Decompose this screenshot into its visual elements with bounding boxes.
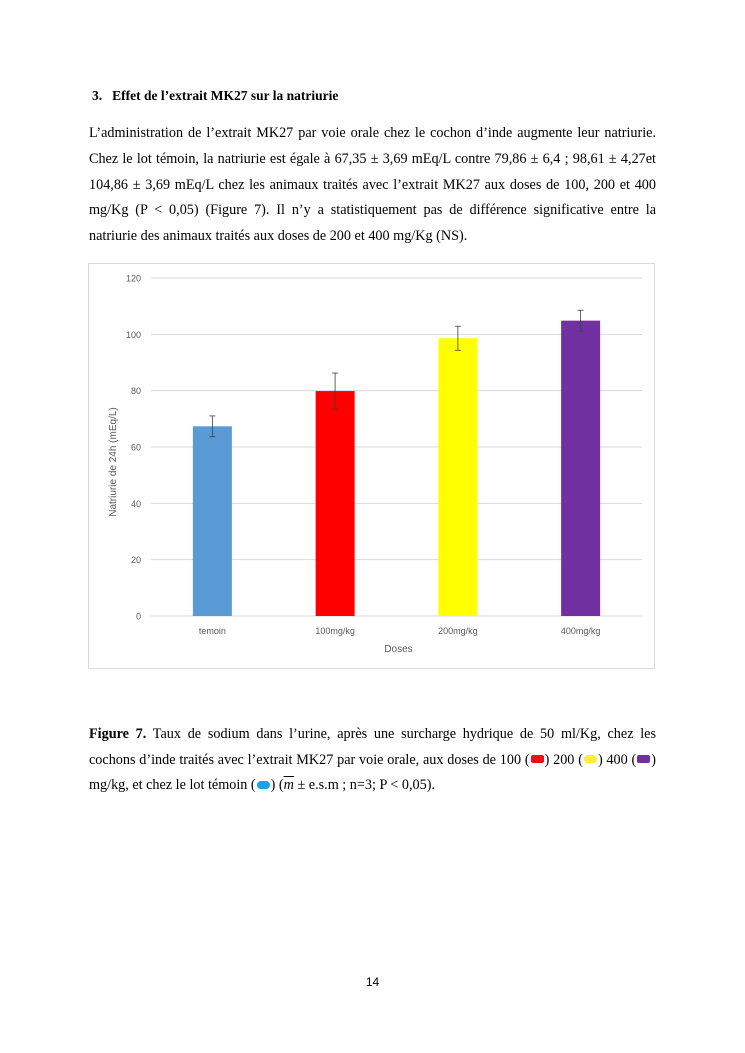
x-axis-title: Doses: [384, 644, 413, 655]
y-axis-title: Natriurie de 24h (mEq/L): [108, 407, 119, 517]
caption-text-6: ± e.s.m ; n=3; P < 0,05).: [293, 777, 436, 793]
bar-chart-svg: [89, 264, 656, 670]
section-title: Effet de l’extrait MK27 sur la natriurie: [112, 88, 339, 103]
blue-swatch-icon: [257, 781, 270, 789]
section-number: 3.: [92, 88, 103, 103]
y-tick-label-20: 20: [130, 555, 141, 566]
x-tick-label-2: 200mg/kg: [438, 626, 478, 636]
y-tick-label-40: 40: [130, 498, 141, 509]
y-tick-label-0: 0: [135, 611, 141, 622]
bar-0: [193, 426, 232, 616]
y-tick-label-100: 100: [125, 329, 141, 340]
section-heading: [92, 88, 338, 104]
figure-7-chart: [88, 263, 655, 669]
y-tick-label-120: 120: [125, 273, 141, 284]
purple-swatch-icon: [637, 755, 650, 763]
yellow-swatch-icon: [584, 755, 597, 763]
y-tick-label-60: 60: [130, 442, 141, 453]
x-tick-label-0: temoin: [198, 626, 226, 636]
mean-symbol: $\overline{m}$: [283, 777, 294, 793]
red-swatch-icon: [531, 755, 544, 763]
caption-text-1: Taux de sodium dans l’urine, après une surcharge hydrique de 50 ml/Kg, chez les cochons d’inde traités avec l’extrait MK27 par voie orale, aux doses de 100 (: [89, 726, 656, 768]
caption-text-4: ) mg/kg, et chez le lot témoin (: [89, 751, 657, 793]
x-tick-label-3: 400mg/kg: [560, 626, 601, 636]
figure-caption: [89, 722, 656, 799]
y-tick-label-80: 80: [130, 386, 141, 397]
caption-text-3: ) 400 (: [597, 751, 637, 768]
x-tick-label-1: 100mg/kg: [315, 626, 355, 636]
bar-1: [316, 391, 355, 616]
body-paragraph: L’administration de l’extrait MK27 par voie orale chez le cochon d’inde augmente leur natriurie. Chez le lot témoin, la natriurie est égale à 67,35 ± 3,69 mEq/L contre 79,86 ± 6,4 ; 98,61 ± 4,27et 104,86 ± 3,69 mEq/L chez les animaux traités avec l’extrait MK27 aux doses de 100, 200 et 400 mg/Kg (P < 0,05) (Figure 7). Il n’y a statistiquement pas de différence significative entre la natriurie des animaux traités aux doses de 200 et 400 mg/Kg (NS).: [89, 125, 656, 245]
bar-2: [438, 338, 477, 616]
bar-3: [561, 321, 600, 616]
caption-text-2: ) 200 (: [544, 751, 583, 768]
figure-label: Figure 7.: [89, 726, 147, 742]
page-number: 14: [365, 975, 380, 989]
caption-text-5: ) (: [270, 777, 284, 793]
